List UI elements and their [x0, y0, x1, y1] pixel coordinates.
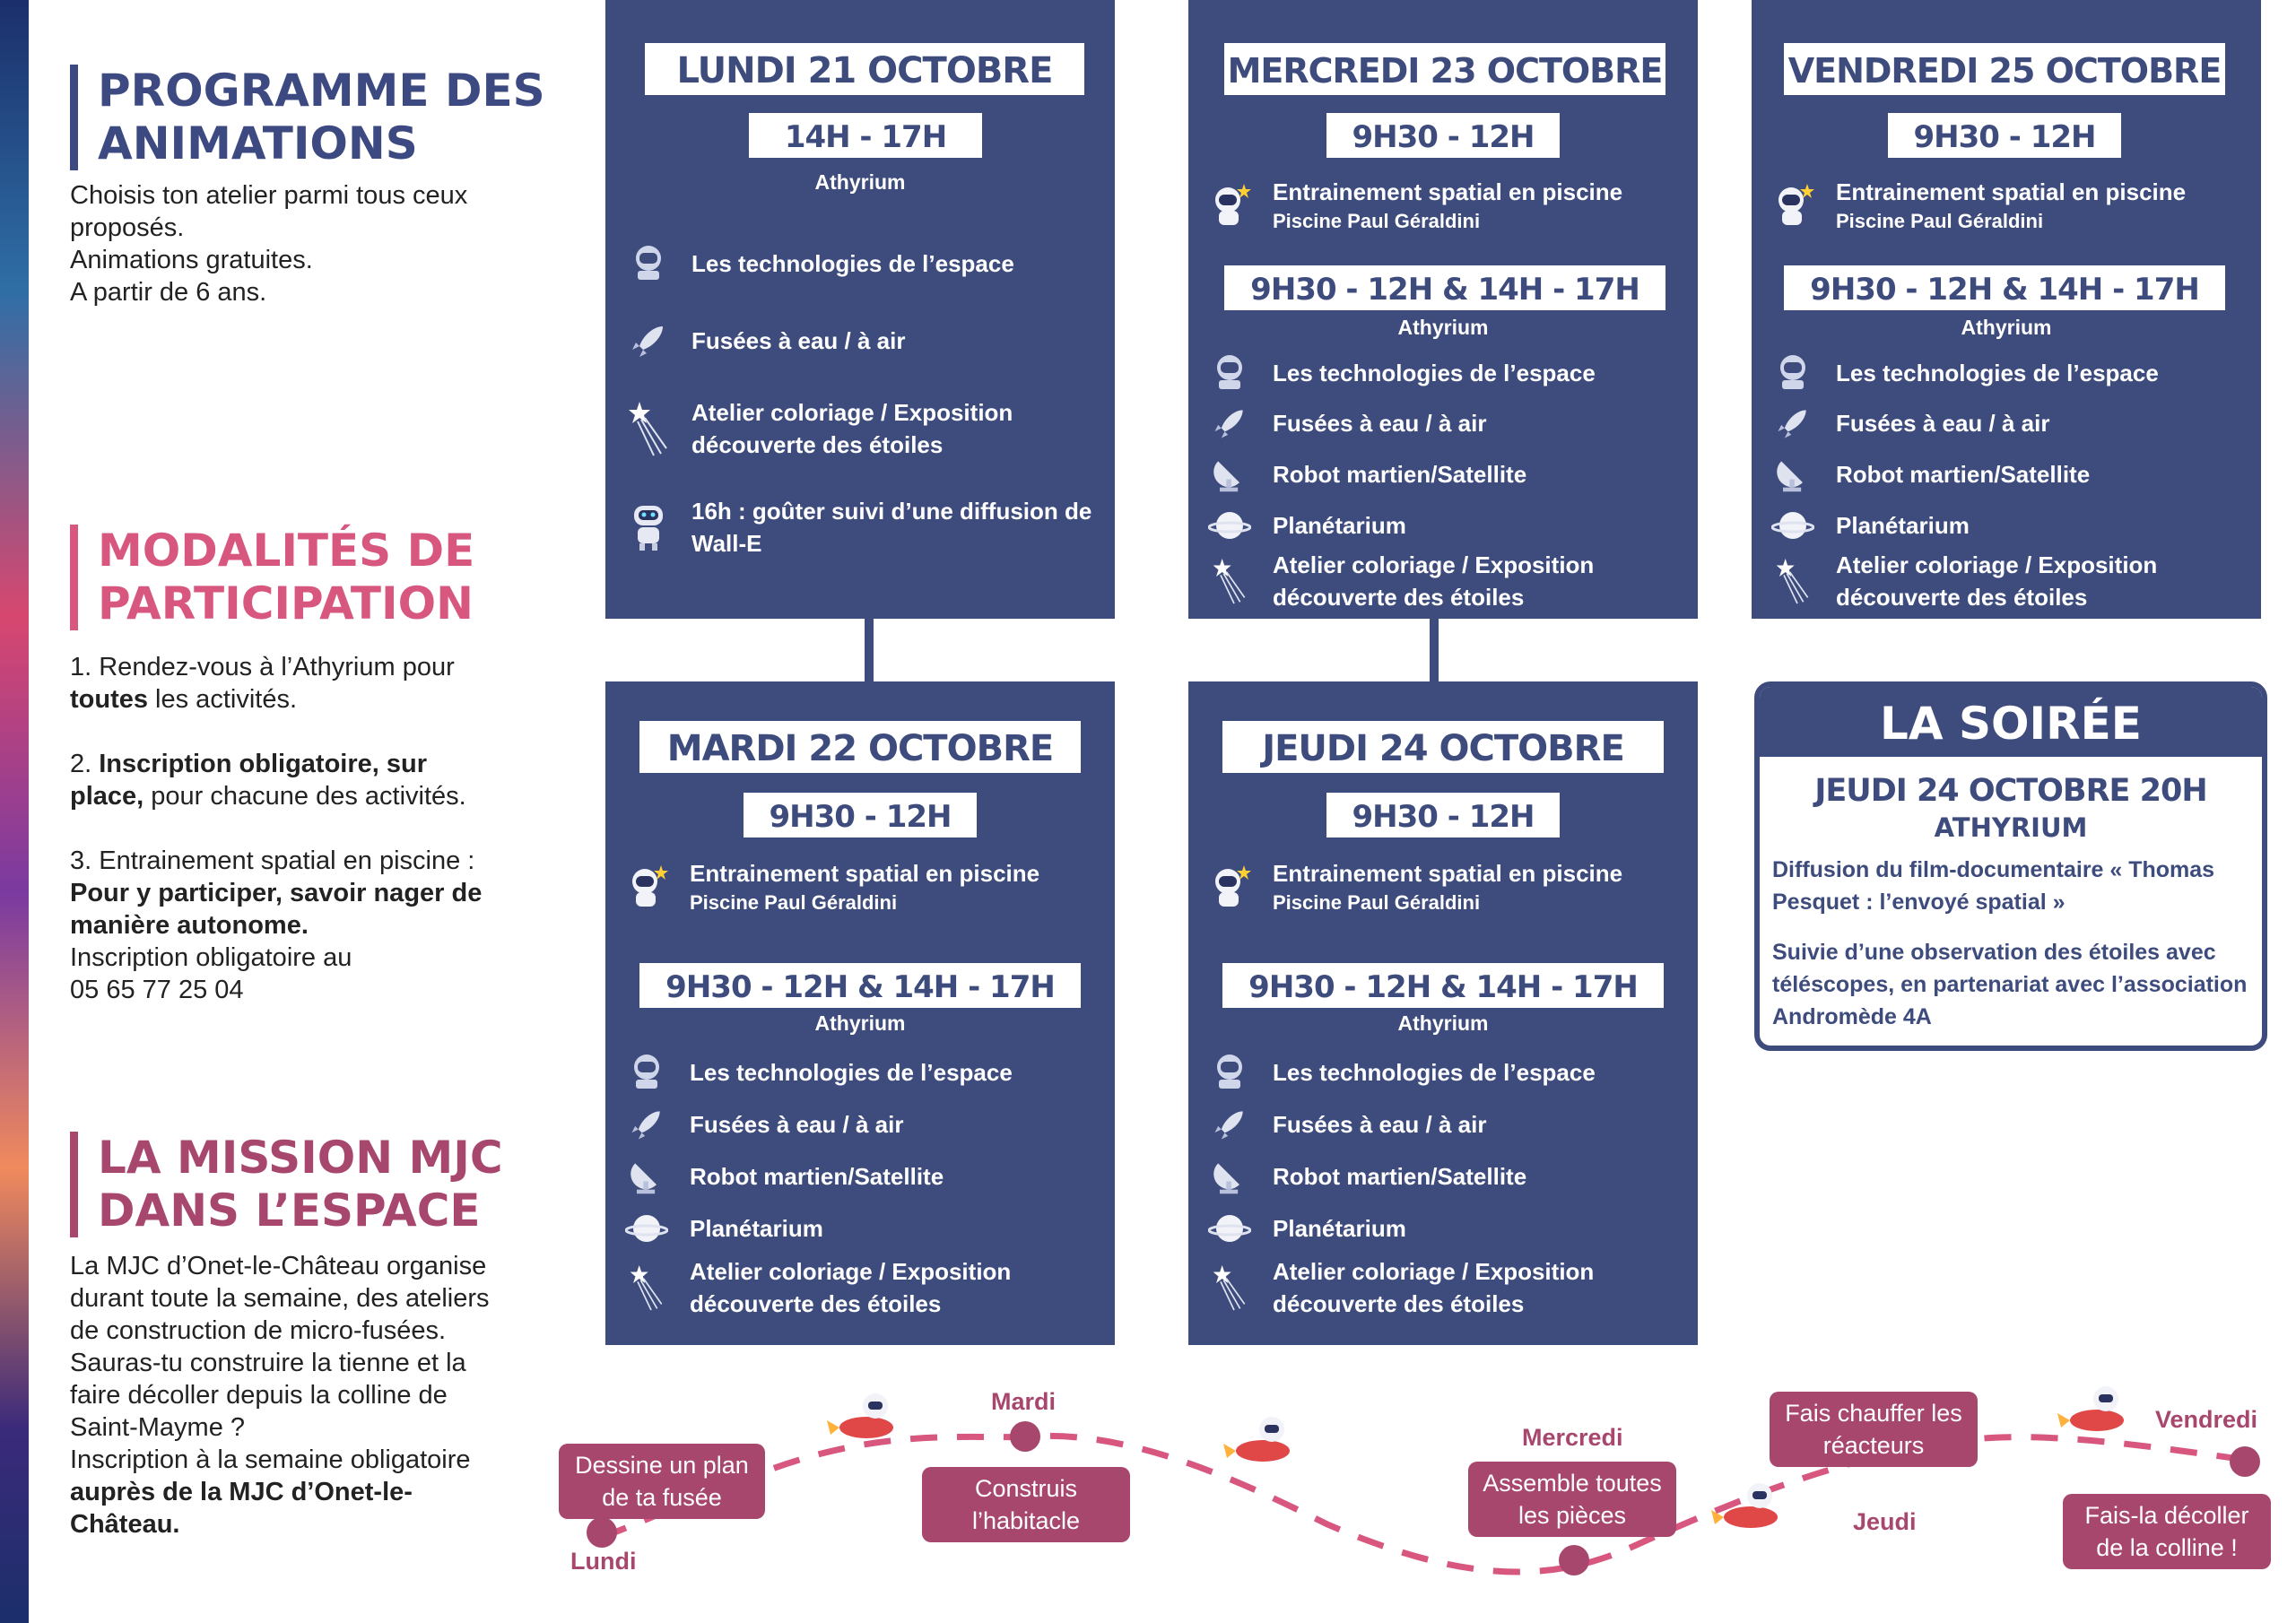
time-slot: 9H30 - 12H: [1888, 113, 2121, 158]
text-line: Animations gratuites.: [70, 246, 313, 274]
activity-text: Les technologies de l’espace: [690, 1059, 1013, 1086]
timeline-task-jeudi: [1770, 1392, 1978, 1467]
activity-item-pool: [1206, 176, 1622, 235]
pool-location: Piscine Paul Géraldini: [1273, 210, 1481, 232]
text-line: faire décoller depuis la colline de: [70, 1381, 448, 1410]
satellite-icon: [1206, 451, 1253, 498]
text-line: Saint-Mayme ?: [70, 1413, 246, 1442]
location-label: Athyrium: [814, 170, 906, 194]
location-label: Athyrium: [814, 1011, 906, 1035]
timeline-dot-mercredi: [1559, 1545, 1589, 1575]
activity-text: [1836, 176, 2186, 235]
timeline-day-mercredi: Mercredi: [1522, 1424, 1623, 1451]
planet-icon: [623, 1205, 670, 1252]
robot-head-icon: [1206, 1049, 1253, 1096]
activity-item: [1770, 502, 1970, 549]
planet-icon: [1770, 502, 1816, 549]
activity-item: [1206, 350, 1596, 396]
activity-item: [623, 1049, 1013, 1096]
activity-text: [690, 857, 1039, 916]
activity-text: Robot martien/Satellite: [1273, 461, 1527, 488]
text-line: Choisis ton atelier parmi tous ceux: [70, 181, 468, 210]
timeline-dot-lundi: [587, 1517, 617, 1548]
activity-line-2: découverte des étoiles: [690, 1290, 942, 1317]
astronaut-icon: [1770, 182, 1816, 229]
text-line: 1. Rendez-vous à l’Athyrium pour: [70, 653, 455, 681]
text-line: Inscription obligatoire au: [70, 943, 352, 972]
soiree-title: LA SOIRÉE: [1760, 687, 2262, 757]
phone-number: 05 65 77 25 04: [70, 976, 244, 1004]
activity-text: [690, 1255, 1011, 1320]
bold-text: auprès de la MJC d’Onet-le-: [70, 1478, 413, 1506]
time-slot: 9H30 - 12H & 14H - 17H: [1784, 265, 2225, 310]
shooting-star-icon: [625, 405, 672, 452]
task-line-2: de la colline !: [2096, 1534, 2238, 1561]
time-slot: 14H - 17H: [749, 113, 982, 158]
task-line-1: Fais chauffer les: [1785, 1400, 1962, 1427]
text-line: de construction de micro-fusées.: [70, 1316, 447, 1345]
bold-text: Pour y participer, savoir nager de: [70, 879, 483, 907]
robot-icon: [625, 504, 672, 551]
bold-text: place,: [70, 782, 144, 811]
activity-text: Robot martien/Satellite: [1273, 1163, 1527, 1190]
activity-line-1: Atelier coloriage / Exposition: [1273, 1258, 1595, 1285]
spacer: [70, 716, 482, 748]
text-line: [70, 877, 482, 909]
text-line: Sauras-tu construire la tienne et la: [70, 1349, 466, 1377]
time-slot: 9H30 - 12H: [1326, 793, 1560, 838]
activity-line-1: Entrainement spatial en piscine: [1273, 178, 1623, 205]
task-line-1: Fais-la décoller: [2084, 1502, 2249, 1529]
timeline-day-jeudi: Jeudi: [1853, 1508, 1917, 1535]
astronaut-icon: [1206, 864, 1253, 910]
task-line-1: Dessine un plan: [575, 1452, 749, 1479]
activity-item: [1206, 400, 1486, 447]
rocket-icon: [623, 1101, 670, 1148]
task-line-2: les pièces: [1518, 1502, 1627, 1529]
activity-item-pool: [623, 857, 1039, 916]
activity-item: [623, 1153, 944, 1200]
activity-line-1: Entrainement spatial en piscine: [690, 860, 1040, 887]
day-title: MARDI 22 OCTOBRE: [639, 721, 1081, 773]
programme-title: [70, 65, 545, 170]
activity-line-1: Atelier coloriage / Exposition: [1836, 551, 2158, 578]
text-span: pour chacune des activités.: [144, 782, 466, 811]
activity-line-2: découverte des étoiles: [1836, 584, 2088, 611]
text-line: [70, 683, 482, 716]
text-line: [70, 748, 482, 780]
activity-item: [1206, 1049, 1596, 1096]
activity-line-2: découverte des étoiles: [1273, 1290, 1525, 1317]
activity-item: [1770, 350, 2159, 396]
timeline-dot-mardi: [1010, 1421, 1040, 1452]
modalites-title: [70, 525, 474, 630]
timeline-dot-vendredi: [2230, 1446, 2260, 1477]
mission-title-line-1: LA MISSION MJC: [98, 1132, 503, 1184]
activity-text: [1273, 1255, 1594, 1320]
programme-text: [70, 179, 467, 308]
programme-title-line-1: PROGRAMME DES: [98, 65, 545, 117]
activity-text: Les technologies de l’espace: [1273, 1059, 1596, 1086]
activity-text: [1273, 549, 1594, 613]
time-slot: 9H30 - 12H: [1326, 113, 1560, 158]
pool-location: Piscine Paul Géraldini: [1273, 891, 1481, 914]
planet-icon: [1206, 502, 1253, 549]
time-slot: 9H30 - 12H & 14H - 17H: [1224, 265, 1665, 310]
activity-item: [1206, 549, 1594, 613]
planet-icon: [1206, 1205, 1253, 1252]
text-span: les activités.: [148, 685, 297, 714]
activity-text: Planétarium: [1836, 512, 1970, 539]
modalites-title-line-1: MODALITÉS DE: [98, 525, 475, 577]
activity-item: [1770, 549, 2157, 613]
panel-lundi: [605, 0, 1115, 619]
activity-item-pool: [1770, 176, 2186, 235]
day-title: LUNDI 21 OCTOBRE: [645, 43, 1084, 95]
activity-item: [625, 495, 1091, 560]
timeline-task-mardi: [922, 1467, 1130, 1542]
activity-text: Robot martien/Satellite: [1836, 461, 2091, 488]
activity-text: Fusées à eau / à air: [1836, 410, 2050, 437]
text-line: durant toute la semaine, des ateliers: [70, 1284, 490, 1313]
text-line: [70, 909, 482, 942]
activity-line-1: Entrainement spatial en piscine: [1836, 178, 2187, 205]
activity-text: [1836, 549, 2157, 613]
panel-mardi: [605, 681, 1115, 1345]
activity-item: [1206, 1205, 1406, 1252]
robot-head-icon: [623, 1049, 670, 1096]
task-line-2: de ta fusée: [602, 1484, 722, 1511]
timeline-day-vendredi: Vendredi: [2155, 1406, 2258, 1433]
modalites-text: [70, 651, 482, 1006]
activity-text: [1273, 857, 1622, 916]
panel-vendredi: [1752, 0, 2261, 619]
bold-text: manière autonome.: [70, 911, 309, 940]
astronaut-rocket-icon: [823, 1388, 904, 1455]
timeline-task-vendredi: [2063, 1494, 2271, 1569]
activity-line-2: découverte des étoiles: [1273, 584, 1525, 611]
activity-text: Les technologies de l’espace: [691, 250, 1014, 277]
astronaut-icon: [1206, 182, 1253, 229]
rocket-icon: [1206, 1101, 1253, 1148]
text-line: A partir de 6 ans.: [70, 278, 267, 307]
activity-item: [623, 1101, 903, 1148]
activity-line-1: Atelier coloriage / Exposition: [691, 399, 1013, 426]
pool-location: Piscine Paul Géraldini: [1836, 210, 2044, 232]
time-slot: 9H30 - 12H & 14H - 17H: [1222, 963, 1664, 1008]
activity-item: [625, 396, 1013, 461]
activity-line-1: 16h : goûter suivi d’une diffusion de: [691, 498, 1092, 525]
time-slot: 9H30 - 12H & 14H - 17H: [639, 963, 1081, 1008]
bold-text: Château.: [70, 1510, 180, 1539]
connector-line: [1430, 619, 1439, 681]
activity-text: Fusées à eau / à air: [1273, 1111, 1487, 1138]
location-label: Athyrium: [1397, 316, 1489, 339]
soiree-date: JEUDI 24 OCTOBRE 20H: [1814, 773, 2207, 809]
astronaut-rocket-icon: [2054, 1381, 2135, 1448]
time-slot: 9H30 - 12H: [744, 793, 977, 838]
soiree-description: Diffusion du film-documentaire « Thomas Pesquet : l’envoyé spatial »: [1772, 857, 2215, 915]
activity-line-1: Atelier coloriage / Exposition: [690, 1258, 1012, 1285]
robot-head-icon: [625, 240, 672, 287]
robot-head-icon: [1770, 350, 1816, 396]
text-line: La MJC d’Onet-le-Château organise: [70, 1252, 487, 1280]
panel-jeudi: [1188, 681, 1698, 1345]
activity-text: Fusées à eau / à air: [690, 1111, 904, 1138]
activity-item: [623, 1255, 1011, 1320]
rocket-icon: [1770, 400, 1816, 447]
shooting-star-icon: [623, 1264, 670, 1311]
activity-item: [1206, 502, 1406, 549]
text-line: proposés.: [70, 213, 185, 242]
timeline-task-lundi: [559, 1444, 765, 1519]
activity-text: [691, 495, 1091, 560]
activity-item: [623, 1205, 823, 1252]
activity-text: Planétarium: [1273, 512, 1406, 539]
text-line: Inscription à la semaine obligatoire: [70, 1445, 471, 1474]
activity-text: Les technologies de l’espace: [1836, 360, 2159, 386]
text-span: 2.: [70, 750, 100, 778]
timeline-day-lundi: Lundi: [570, 1548, 637, 1575]
activity-text: Planétarium: [1273, 1215, 1406, 1242]
activity-text: [1273, 176, 1622, 235]
panel-mercredi: [1188, 0, 1698, 619]
task-line-1: Construis: [974, 1475, 1078, 1502]
activity-item: [1206, 1153, 1526, 1200]
bold-text: toutes: [70, 685, 148, 714]
activity-item: [625, 240, 1014, 287]
shooting-star-icon: [1206, 558, 1253, 604]
timeline-dashed-path: [0, 1345, 2296, 1623]
satellite-icon: [623, 1153, 670, 1200]
location-label: Athyrium: [1397, 1011, 1489, 1035]
astronaut-rocket-icon: [1220, 1411, 1300, 1479]
day-title: JEUDI 24 OCTOBRE: [1222, 721, 1664, 773]
mission-title-line-2: DANS L’ESPACE: [98, 1185, 481, 1237]
pool-location: Piscine Paul Géraldini: [690, 891, 898, 914]
activity-item: [1206, 1255, 1594, 1320]
rocket-icon: [625, 317, 672, 364]
timeline-task-mercredi: [1468, 1462, 1676, 1537]
activity-item: [1770, 451, 2090, 498]
text-line: 3. Entrainement spatial en piscine :: [70, 846, 475, 875]
activity-text: Robot martien/Satellite: [690, 1163, 944, 1190]
task-line-2: réacteurs: [1822, 1432, 1925, 1459]
spacer: [70, 812, 482, 845]
activity-line-1: Entrainement spatial en piscine: [1273, 860, 1623, 887]
astronaut-icon: [623, 864, 670, 910]
activity-text: [691, 396, 1013, 461]
activity-text: Fusées à eau / à air: [691, 327, 906, 354]
timeline-day-mardi: Mardi: [991, 1388, 1057, 1415]
activity-line-2: découverte des étoiles: [691, 431, 944, 458]
satellite-icon: [1770, 451, 1816, 498]
satellite-icon: [1206, 1153, 1253, 1200]
task-line-1: Assemble toutes: [1483, 1470, 1662, 1497]
activity-item: [1770, 400, 2049, 447]
activity-item-pool: [1206, 857, 1622, 916]
mission-title: [70, 1132, 503, 1237]
activity-text: Les technologies de l’espace: [1273, 360, 1596, 386]
modalites-title-line-2: PARTICIPATION: [98, 577, 474, 629]
location-label: Athyrium: [1961, 316, 2052, 339]
day-title: MERCREDI 23 OCTOBRE: [1224, 43, 1665, 95]
programme-title-line-2: ANIMATIONS: [98, 117, 418, 169]
soiree-box: [1754, 681, 2267, 1051]
activity-item: [625, 317, 905, 364]
task-line-2: l’habitacle: [971, 1507, 1081, 1534]
shooting-star-icon: [1770, 558, 1816, 604]
connector-line: [865, 619, 874, 681]
activity-item: [1206, 1101, 1486, 1148]
day-title: VENDREDI 25 OCTOBRE: [1784, 43, 2225, 95]
activity-text: Fusées à eau / à air: [1273, 410, 1487, 437]
robot-head-icon: [1206, 350, 1253, 396]
astronaut-rocket-icon: [1708, 1478, 1788, 1545]
activity-line-1: Atelier coloriage / Exposition: [1273, 551, 1595, 578]
text-line: [70, 780, 482, 812]
soiree-place: ATHYRIUM: [1934, 812, 2088, 843]
rocket-icon: [1206, 400, 1253, 447]
activity-line-2: Wall-E: [691, 530, 762, 557]
shooting-star-icon: [1206, 1264, 1253, 1311]
bold-text: Inscription obligatoire, sur: [99, 750, 428, 778]
soiree-description: Suivie d’une observation des étoiles avec téléscopes, en partenariat avec l’association Andromède 4A: [1772, 940, 2248, 1029]
activity-item: [1206, 451, 1526, 498]
activity-text: Planétarium: [690, 1215, 823, 1242]
